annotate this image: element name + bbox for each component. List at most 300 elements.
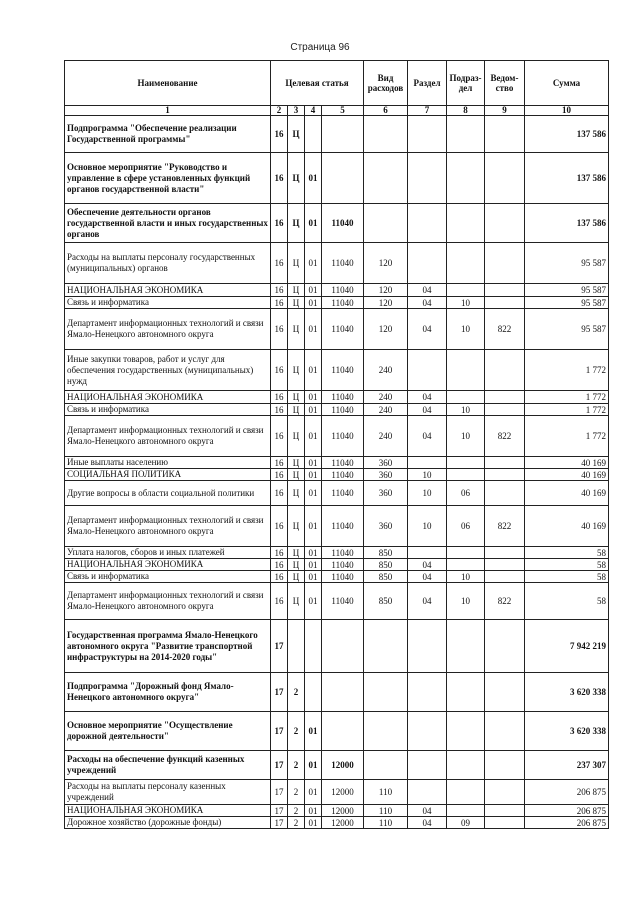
expense-type-cell — [364, 673, 408, 712]
target-code-4-cell: 11040 — [322, 559, 364, 571]
table-row — [65, 805, 609, 817]
target-code-2-cell: Ц — [288, 297, 305, 309]
department-cell — [485, 547, 525, 559]
table-row — [65, 243, 609, 284]
expense-type-cell: 850 — [364, 571, 408, 583]
expense-type-cell: 110 — [364, 805, 408, 817]
section-cell: 04 — [408, 805, 447, 817]
table-row — [65, 583, 609, 620]
expense-type-cell: 120 — [364, 309, 408, 350]
target-code-3-cell: 01 — [305, 559, 322, 571]
section-cell — [408, 204, 447, 243]
target-code-3-cell: 01 — [305, 571, 322, 583]
table-row — [65, 284, 609, 297]
sum-cell: 137 586 — [525, 204, 609, 243]
table-row — [65, 559, 609, 571]
table-row — [65, 506, 609, 547]
target-code-4-cell: 12000 — [322, 780, 364, 805]
column-number: 2 — [271, 106, 288, 116]
target-code-1-cell: 16 — [271, 469, 288, 481]
row-name-cell: НАЦИОНАЛЬНАЯ ЭКОНОМИКА — [65, 805, 271, 817]
target-code-2-cell: 2 — [288, 805, 305, 817]
row-name-cell: Иные выплаты населению — [65, 457, 271, 469]
table-row — [65, 116, 609, 153]
target-code-1-cell: 16 — [271, 571, 288, 583]
target-code-3-cell: 01 — [305, 817, 322, 829]
expense-type-cell: 240 — [364, 404, 408, 416]
department-cell: 822 — [485, 583, 525, 620]
target-code-4-cell: 11040 — [322, 469, 364, 481]
target-code-2-cell: 2 — [288, 780, 305, 805]
target-code-4-cell — [322, 116, 364, 153]
table-row — [65, 416, 609, 457]
sum-cell: 95 587 — [525, 309, 609, 350]
row-name-cell: Департамент информационных технологий и связи Ямало-Ненецкого автономного округа — [65, 309, 271, 350]
section-cell — [408, 780, 447, 805]
expense-type-cell: 120 — [364, 284, 408, 297]
sum-cell: 1 772 — [525, 404, 609, 416]
target-code-4-cell: 11040 — [322, 583, 364, 620]
column-number: 3 — [288, 106, 305, 116]
target-code-4-cell: 11040 — [322, 457, 364, 469]
department-cell: 822 — [485, 506, 525, 547]
target-code-3-cell: 01 — [305, 350, 322, 391]
target-code-2-cell: 2 — [288, 751, 305, 780]
expense-type-cell — [364, 620, 408, 673]
header-subsection: Подраз- дел — [447, 61, 485, 106]
subsection-cell — [447, 116, 485, 153]
target-code-3-cell: 01 — [305, 297, 322, 309]
expense-type-cell — [364, 751, 408, 780]
target-code-2-cell — [288, 620, 305, 673]
row-name-cell: Подпрограмма "Дорожный фонд Ямало-Ненецкого автономного округа" — [65, 673, 271, 712]
target-code-2-cell: Ц — [288, 404, 305, 416]
target-code-2-cell: Ц — [288, 243, 305, 284]
sum-cell: 40 169 — [525, 457, 609, 469]
sum-cell: 95 587 — [525, 297, 609, 309]
section-cell — [408, 116, 447, 153]
target-code-4-cell: 11040 — [322, 297, 364, 309]
row-name-cell: СОЦИАЛЬНАЯ ПОЛИТИКА — [65, 469, 271, 481]
row-name-cell: Связь и информатика — [65, 571, 271, 583]
sum-cell: 40 169 — [525, 506, 609, 547]
department-cell — [485, 805, 525, 817]
target-code-2-cell: Ц — [288, 506, 305, 547]
table-row — [65, 153, 609, 204]
expense-type-cell: 110 — [364, 780, 408, 805]
target-code-1-cell: 17 — [271, 673, 288, 712]
department-cell — [485, 571, 525, 583]
target-code-2-cell: 2 — [288, 712, 305, 751]
subsection-cell — [447, 559, 485, 571]
target-code-4-cell: 11040 — [322, 391, 364, 404]
target-code-1-cell: 16 — [271, 204, 288, 243]
row-name-cell: НАЦИОНАЛЬНАЯ ЭКОНОМИКА — [65, 559, 271, 571]
target-code-2-cell: Ц — [288, 284, 305, 297]
table-row — [65, 712, 609, 751]
table-row — [65, 780, 609, 805]
table-row — [65, 571, 609, 583]
table-row — [65, 404, 609, 416]
target-code-4-cell — [322, 153, 364, 204]
section-cell: 04 — [408, 404, 447, 416]
subsection-cell — [447, 350, 485, 391]
column-number: 4 — [305, 106, 322, 116]
target-code-3-cell: 01 — [305, 583, 322, 620]
target-code-1-cell: 16 — [271, 506, 288, 547]
header-sum: Сумма — [525, 61, 609, 106]
target-code-3-cell: 01 — [305, 457, 322, 469]
target-code-3-cell: 01 — [305, 309, 322, 350]
subsection-cell — [447, 153, 485, 204]
target-code-4-cell: 11040 — [322, 547, 364, 559]
subsection-cell: 09 — [447, 817, 485, 829]
target-code-3-cell: 01 — [305, 506, 322, 547]
department-cell: 822 — [485, 309, 525, 350]
sum-cell: 58 — [525, 571, 609, 583]
department-cell — [485, 780, 525, 805]
expense-type-cell — [364, 204, 408, 243]
expense-type-cell: 850 — [364, 547, 408, 559]
table-row — [65, 481, 609, 506]
target-code-2-cell: Ц — [288, 391, 305, 404]
sum-cell: 40 169 — [525, 481, 609, 506]
section-cell: 10 — [408, 469, 447, 481]
target-code-3-cell — [305, 116, 322, 153]
target-code-4-cell: 11040 — [322, 404, 364, 416]
expense-type-cell: 120 — [364, 243, 408, 284]
table-row — [65, 817, 609, 829]
sum-cell: 1 772 — [525, 416, 609, 457]
subsection-cell: 10 — [447, 309, 485, 350]
target-code-4-cell: 12000 — [322, 817, 364, 829]
target-code-4-cell: 11040 — [322, 481, 364, 506]
header-name: Наименование — [65, 61, 271, 106]
sum-cell: 58 — [525, 547, 609, 559]
expense-type-cell: 110 — [364, 817, 408, 829]
column-number: 7 — [408, 106, 447, 116]
target-code-2-cell: Ц — [288, 350, 305, 391]
sum-cell: 58 — [525, 583, 609, 620]
subsection-cell — [447, 243, 485, 284]
section-cell: 10 — [408, 481, 447, 506]
target-code-1-cell: 16 — [271, 297, 288, 309]
sum-cell: 7 942 219 — [525, 620, 609, 673]
subsection-cell: 10 — [447, 404, 485, 416]
row-name-cell: Связь и информатика — [65, 404, 271, 416]
section-cell: 04 — [408, 309, 447, 350]
subsection-cell — [447, 620, 485, 673]
sum-cell: 95 587 — [525, 243, 609, 284]
table-row — [65, 751, 609, 780]
expense-type-cell: 360 — [364, 506, 408, 547]
row-name-cell: Другие вопросы в области социальной политики — [65, 481, 271, 506]
sum-cell: 3 620 338 — [525, 673, 609, 712]
target-code-1-cell: 17 — [271, 805, 288, 817]
target-code-3-cell: 01 — [305, 404, 322, 416]
subsection-cell: 10 — [447, 297, 485, 309]
section-cell: 04 — [408, 817, 447, 829]
target-code-1-cell: 17 — [271, 620, 288, 673]
target-code-4-cell: 12000 — [322, 751, 364, 780]
column-number-row — [65, 106, 609, 116]
expense-type-cell: 240 — [364, 350, 408, 391]
expense-type-cell — [364, 116, 408, 153]
row-name-cell: Обеспечение деятельности органов государственной власти и иных государственных органов — [65, 204, 271, 243]
row-name-cell: Иные закупки товаров, работ и услуг для обеспечения государственных (муниципальных) нужд — [65, 350, 271, 391]
target-code-3-cell — [305, 620, 322, 673]
expense-type-cell: 360 — [364, 457, 408, 469]
row-name-cell: НАЦИОНАЛЬНАЯ ЭКОНОМИКА — [65, 284, 271, 297]
target-code-3-cell: 01 — [305, 469, 322, 481]
target-code-1-cell: 16 — [271, 416, 288, 457]
target-code-3-cell: 01 — [305, 805, 322, 817]
target-code-1-cell: 16 — [271, 391, 288, 404]
subsection-cell: 06 — [447, 506, 485, 547]
section-cell — [408, 243, 447, 284]
subsection-cell — [447, 751, 485, 780]
sum-cell: 1 772 — [525, 391, 609, 404]
section-cell — [408, 751, 447, 780]
subsection-cell — [447, 805, 485, 817]
section-cell: 04 — [408, 559, 447, 571]
table-row — [65, 350, 609, 391]
expense-type-cell — [364, 712, 408, 751]
header-department: Ведом- ство — [485, 61, 525, 106]
target-code-1-cell: 16 — [271, 116, 288, 153]
header-section: Раздел — [408, 61, 447, 106]
target-code-3-cell: 01 — [305, 547, 322, 559]
target-code-1-cell: 16 — [271, 404, 288, 416]
table-row — [65, 457, 609, 469]
target-code-2-cell: Ц — [288, 547, 305, 559]
row-name-cell: НАЦИОНАЛЬНАЯ ЭКОНОМИКА — [65, 391, 271, 404]
target-code-1-cell: 17 — [271, 780, 288, 805]
row-name-cell: Основное мероприятие "Осуществление дорожной деятельности" — [65, 712, 271, 751]
row-name-cell: Государственная программа Ямало-Ненецкого автономного округа "Развитие транспортной инфраструктуры на 2014-2020 годы" — [65, 620, 271, 673]
target-code-1-cell: 16 — [271, 153, 288, 204]
row-name-cell: Уплата налогов, сборов и иных платежей — [65, 547, 271, 559]
department-cell — [485, 297, 525, 309]
section-cell: 10 — [408, 506, 447, 547]
subsection-cell — [447, 457, 485, 469]
target-code-4-cell: 11040 — [322, 309, 364, 350]
subsection-cell: 10 — [447, 416, 485, 457]
target-code-4-cell: 11040 — [322, 204, 364, 243]
target-code-1-cell: 16 — [271, 457, 288, 469]
target-code-3-cell: 01 — [305, 284, 322, 297]
section-cell: 04 — [408, 391, 447, 404]
subsection-cell — [447, 391, 485, 404]
expense-type-cell: 240 — [364, 391, 408, 404]
target-code-2-cell: Ц — [288, 559, 305, 571]
column-number: 9 — [485, 106, 525, 116]
section-cell: 04 — [408, 583, 447, 620]
header-expense-type: Вид расходов — [364, 61, 408, 106]
section-cell: 04 — [408, 416, 447, 457]
subsection-cell: 10 — [447, 583, 485, 620]
table-row — [65, 204, 609, 243]
target-code-4-cell: 11040 — [322, 416, 364, 457]
sum-cell: 58 — [525, 559, 609, 571]
target-code-2-cell: Ц — [288, 481, 305, 506]
target-code-3-cell: 01 — [305, 712, 322, 751]
department-cell — [485, 673, 525, 712]
subsection-cell — [447, 204, 485, 243]
row-name-cell: Департамент информационных технологий и связи Ямало-Ненецкого автономного округа — [65, 416, 271, 457]
expense-type-cell: 360 — [364, 481, 408, 506]
expense-type-cell: 850 — [364, 583, 408, 620]
table-row — [65, 297, 609, 309]
subsection-cell — [447, 469, 485, 481]
target-code-2-cell: Ц — [288, 469, 305, 481]
row-name-cell: Расходы на обеспечение функций казенных учреждений — [65, 751, 271, 780]
sum-cell: 206 875 — [525, 780, 609, 805]
expense-type-cell — [364, 153, 408, 204]
column-number: 8 — [447, 106, 485, 116]
department-cell — [485, 404, 525, 416]
department-cell — [485, 712, 525, 751]
section-cell: 04 — [408, 571, 447, 583]
target-code-1-cell: 16 — [271, 547, 288, 559]
sum-cell: 3 620 338 — [525, 712, 609, 751]
section-cell — [408, 712, 447, 751]
subsection-cell — [447, 712, 485, 751]
target-code-4-cell: 11040 — [322, 284, 364, 297]
department-cell — [485, 469, 525, 481]
target-code-1-cell: 16 — [271, 559, 288, 571]
target-code-1-cell: 16 — [271, 243, 288, 284]
target-code-3-cell: 01 — [305, 391, 322, 404]
column-number: 5 — [322, 106, 364, 116]
section-cell: 04 — [408, 284, 447, 297]
target-code-2-cell: Ц — [288, 309, 305, 350]
target-code-2-cell: Ц — [288, 571, 305, 583]
header-row — [65, 61, 609, 106]
column-number: 1 — [65, 106, 271, 116]
department-cell — [485, 116, 525, 153]
subsection-cell: 10 — [447, 571, 485, 583]
expense-type-cell: 850 — [364, 559, 408, 571]
target-code-3-cell: 01 — [305, 204, 322, 243]
section-cell — [408, 620, 447, 673]
target-code-4-cell — [322, 620, 364, 673]
target-code-4-cell: 11040 — [322, 243, 364, 284]
row-name-cell: Дорожное хозяйство (дорожные фонды) — [65, 817, 271, 829]
target-code-4-cell — [322, 712, 364, 751]
department-cell — [485, 817, 525, 829]
expense-type-cell: 120 — [364, 297, 408, 309]
target-code-4-cell: 11040 — [322, 350, 364, 391]
sum-cell: 137 586 — [525, 153, 609, 204]
target-code-2-cell: 2 — [288, 817, 305, 829]
sum-cell: 1 772 — [525, 350, 609, 391]
table-row — [65, 620, 609, 673]
target-code-1-cell: 16 — [271, 583, 288, 620]
table-row — [65, 469, 609, 481]
column-number: 6 — [364, 106, 408, 116]
target-code-2-cell: Ц — [288, 583, 305, 620]
section-cell — [408, 673, 447, 712]
column-number: 10 — [525, 106, 609, 116]
department-cell — [485, 481, 525, 506]
target-code-2-cell: Ц — [288, 116, 305, 153]
department-cell — [485, 559, 525, 571]
department-cell — [485, 243, 525, 284]
table-body — [65, 116, 609, 829]
target-code-3-cell — [305, 673, 322, 712]
target-code-2-cell: Ц — [288, 416, 305, 457]
sum-cell: 137 586 — [525, 116, 609, 153]
section-cell — [408, 350, 447, 391]
target-code-1-cell: 16 — [271, 284, 288, 297]
department-cell — [485, 391, 525, 404]
row-name-cell: Основное мероприятие "Руководство и управление в сфере установленных функций органов государственной власти" — [65, 153, 271, 204]
table-row — [65, 547, 609, 559]
section-cell — [408, 153, 447, 204]
section-cell: 04 — [408, 297, 447, 309]
department-cell: 822 — [485, 416, 525, 457]
subsection-cell — [447, 780, 485, 805]
table-row — [65, 309, 609, 350]
target-code-2-cell: Ц — [288, 457, 305, 469]
department-cell — [485, 284, 525, 297]
target-code-3-cell: 01 — [305, 243, 322, 284]
row-name-cell: Расходы на выплаты персоналу казенных учреждений — [65, 780, 271, 805]
subsection-cell — [447, 673, 485, 712]
section-cell — [408, 547, 447, 559]
department-cell — [485, 204, 525, 243]
row-name-cell: Департамент информационных технологий и связи Ямало-Ненецкого автономного округа — [65, 506, 271, 547]
row-name-cell: Связь и информатика — [65, 297, 271, 309]
target-code-1-cell: 16 — [271, 309, 288, 350]
section-cell — [408, 457, 447, 469]
sum-cell: 40 169 — [525, 469, 609, 481]
target-code-3-cell: 01 — [305, 481, 322, 506]
sum-cell: 95 587 — [525, 284, 609, 297]
sum-cell: 206 875 — [525, 817, 609, 829]
target-code-2-cell: Ц — [288, 204, 305, 243]
page-number: Страница 96 — [290, 42, 350, 53]
department-cell — [485, 350, 525, 391]
department-cell — [485, 751, 525, 780]
target-code-3-cell: 01 — [305, 153, 322, 204]
target-code-2-cell: 2 — [288, 673, 305, 712]
subsection-cell: 06 — [447, 481, 485, 506]
header-target-article: Целевая статья — [271, 61, 364, 106]
target-code-3-cell: 01 — [305, 416, 322, 457]
budget-table — [64, 60, 609, 829]
table-row — [65, 391, 609, 404]
row-name-cell: Департамент информационных технологий и связи Ямало-Ненецкого автономного округа — [65, 583, 271, 620]
department-cell — [485, 457, 525, 469]
table-row — [65, 673, 609, 712]
target-code-2-cell: Ц — [288, 153, 305, 204]
target-code-1-cell: 17 — [271, 817, 288, 829]
target-code-4-cell: 12000 — [322, 805, 364, 817]
target-code-1-cell: 17 — [271, 751, 288, 780]
target-code-4-cell — [322, 673, 364, 712]
row-name-cell: Подпрограмма "Обеспечение реализации Государственной программы" — [65, 116, 271, 153]
expense-type-cell: 360 — [364, 469, 408, 481]
subsection-cell — [447, 547, 485, 559]
target-code-1-cell: 17 — [271, 712, 288, 751]
target-code-3-cell: 01 — [305, 780, 322, 805]
row-name-cell: Расходы на выплаты персоналу государственных (муниципальных) органов — [65, 243, 271, 284]
target-code-1-cell: 16 — [271, 350, 288, 391]
target-code-3-cell: 01 — [305, 751, 322, 780]
expense-type-cell: 240 — [364, 416, 408, 457]
